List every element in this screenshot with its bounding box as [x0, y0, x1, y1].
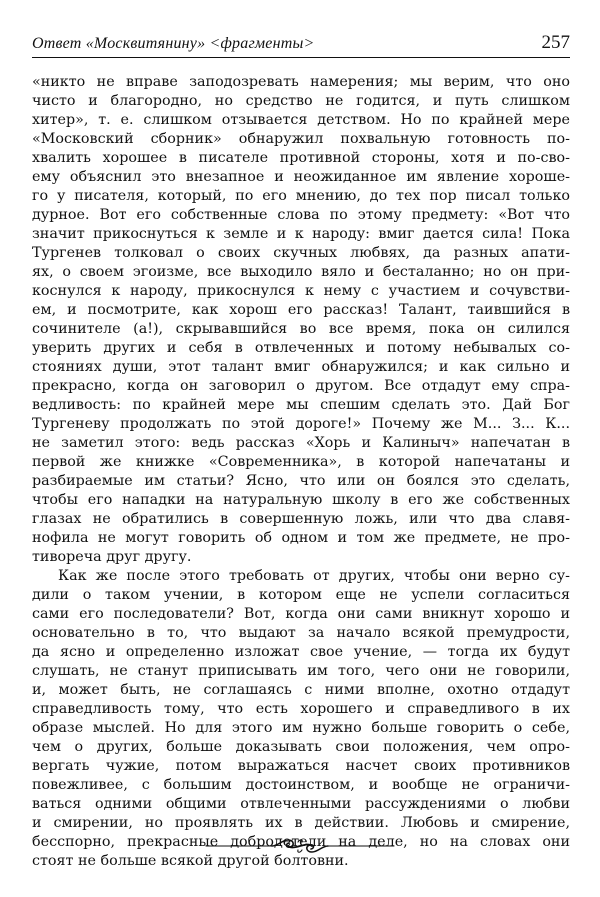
text-line: сами его последователи? Вот, когда они сами вникнут хорошо и	[32, 606, 570, 622]
text-line: дурное. Вот его собственные слова по этому предмету: «Вот что	[32, 207, 570, 223]
text-line: коснулся к народу, прикоснулся к нему с участием и сочувстви-	[32, 283, 570, 299]
text-line: стоят не больше всякой другой болтовни.	[32, 853, 349, 869]
text-line: ях, о своем эгоизме, все выходило вяло и бесталанно; но он при-	[32, 264, 570, 280]
text-line: и, может быть, не соглашаясь с ними вполне, охотно отдадут	[32, 682, 570, 698]
text-line: чтобы его нападки на натуральную школу в его же собственных	[32, 492, 570, 508]
text-line: дили о таком учении, в котором еще не успели согласиться	[32, 587, 570, 603]
text-line: хитер», т. е. слишком отзывается детством. Но по крайней мере	[32, 112, 570, 128]
text-line: «Московский сборник» обнаружил похвальную готовность по-	[32, 131, 570, 147]
text-line: сочинителе (а!), скрывавшийся во все время, пока он силился	[32, 321, 570, 337]
text-line: слушать, не станут приписывать им того, чего они не говорили,	[32, 663, 570, 679]
text-line: разбираемые им статьи? Ясно, что или он боялся это сделать,	[32, 473, 570, 489]
text-line: значит прикоснуться к земле и к народу: вмиг дается сила! Пока	[32, 226, 570, 242]
tailpiece-ornament	[202, 835, 398, 855]
text-line: тивореча друг другу.	[32, 549, 192, 565]
text-line: справедливость тому, что есть хорошего и справедливого в их	[32, 701, 570, 717]
text-line: Как же после этого требовать от других, чтобы они верно су-	[58, 568, 570, 584]
text-line: образе мыслей. Но для этого им нужно больше говорить о себе,	[32, 720, 570, 736]
text-line: ему объяснил это внезапное и неожиданное им явление хороше-	[32, 169, 570, 185]
text-line: основательно в то, что выдают за начало всякой премудрости,	[32, 625, 570, 641]
text-line: го у писателя, который, по его мнению, до тех пор писал только	[32, 188, 570, 204]
text-line: хвалить хорошее в писателе противной стороны, хотя и по-сво-	[32, 150, 570, 166]
text-line: вергать чужие, потом выражаться насчет своих противников	[32, 758, 570, 774]
text-line: повежливее, с большим достоинством, и вообще не ограничи-	[32, 777, 570, 793]
text-line: чем о других, больше доказывать свои положения, чем опро-	[32, 739, 570, 755]
text-line: ведливость: по крайней мере мы спешим сделать это. Дай Бог	[32, 397, 570, 413]
text-line: да ясно и определенно изложат свое учение, — тогда их будут	[32, 644, 570, 660]
text-line: Тургенев толковал о своих скучных любвях, да разных апати-	[32, 245, 570, 261]
text-line: прекрасно, когда он заговорил о другом. Все отдадут ему спра-	[32, 378, 570, 394]
running-head: Ответ «Москвитянину» <фрагменты>	[32, 35, 315, 52]
text-line: бесспорно, прекрасные добродетели на деле, но на словах они	[32, 834, 570, 850]
page-header	[32, 31, 570, 58]
page-number: 257	[541, 32, 570, 53]
text-line: «никто не вправе заподозревать намерения; мы верим, что оно	[32, 74, 570, 90]
text-line: уверить других и себя в отвлеченных и потому небывалых со-	[32, 340, 570, 356]
text-line: первой же книжке «Современника», в которой напечатаны и	[32, 454, 570, 470]
text-line: стояниях души, этот талант вмиг обнаружился; и как сильно и	[32, 359, 570, 375]
text-line: Тургеневу продолжать по этой дороге!» Почему же М... З... К...	[32, 416, 570, 432]
text-line: ваться одними общими отвлеченными рассуждениями о любви	[32, 796, 570, 812]
text-line: глазах не обратились в совершенную ложь, или что два славя-	[32, 511, 570, 527]
text-line: нофила не могут говорить об одном и том же предмете, не про-	[32, 530, 570, 546]
text-line: не заметил этого: ведь рассказ «Хорь и Калиныч» напечатан в	[32, 435, 570, 451]
text-line: и смирении, но проявлять их в действии. Любовь и смирение,	[32, 815, 570, 831]
text-line: чисто и благородно, но средство не годится, и путь слишком	[32, 93, 570, 109]
text-line: ем, и посмотрите, как хорош его рассказ! Талант, таившийся в	[32, 302, 570, 318]
